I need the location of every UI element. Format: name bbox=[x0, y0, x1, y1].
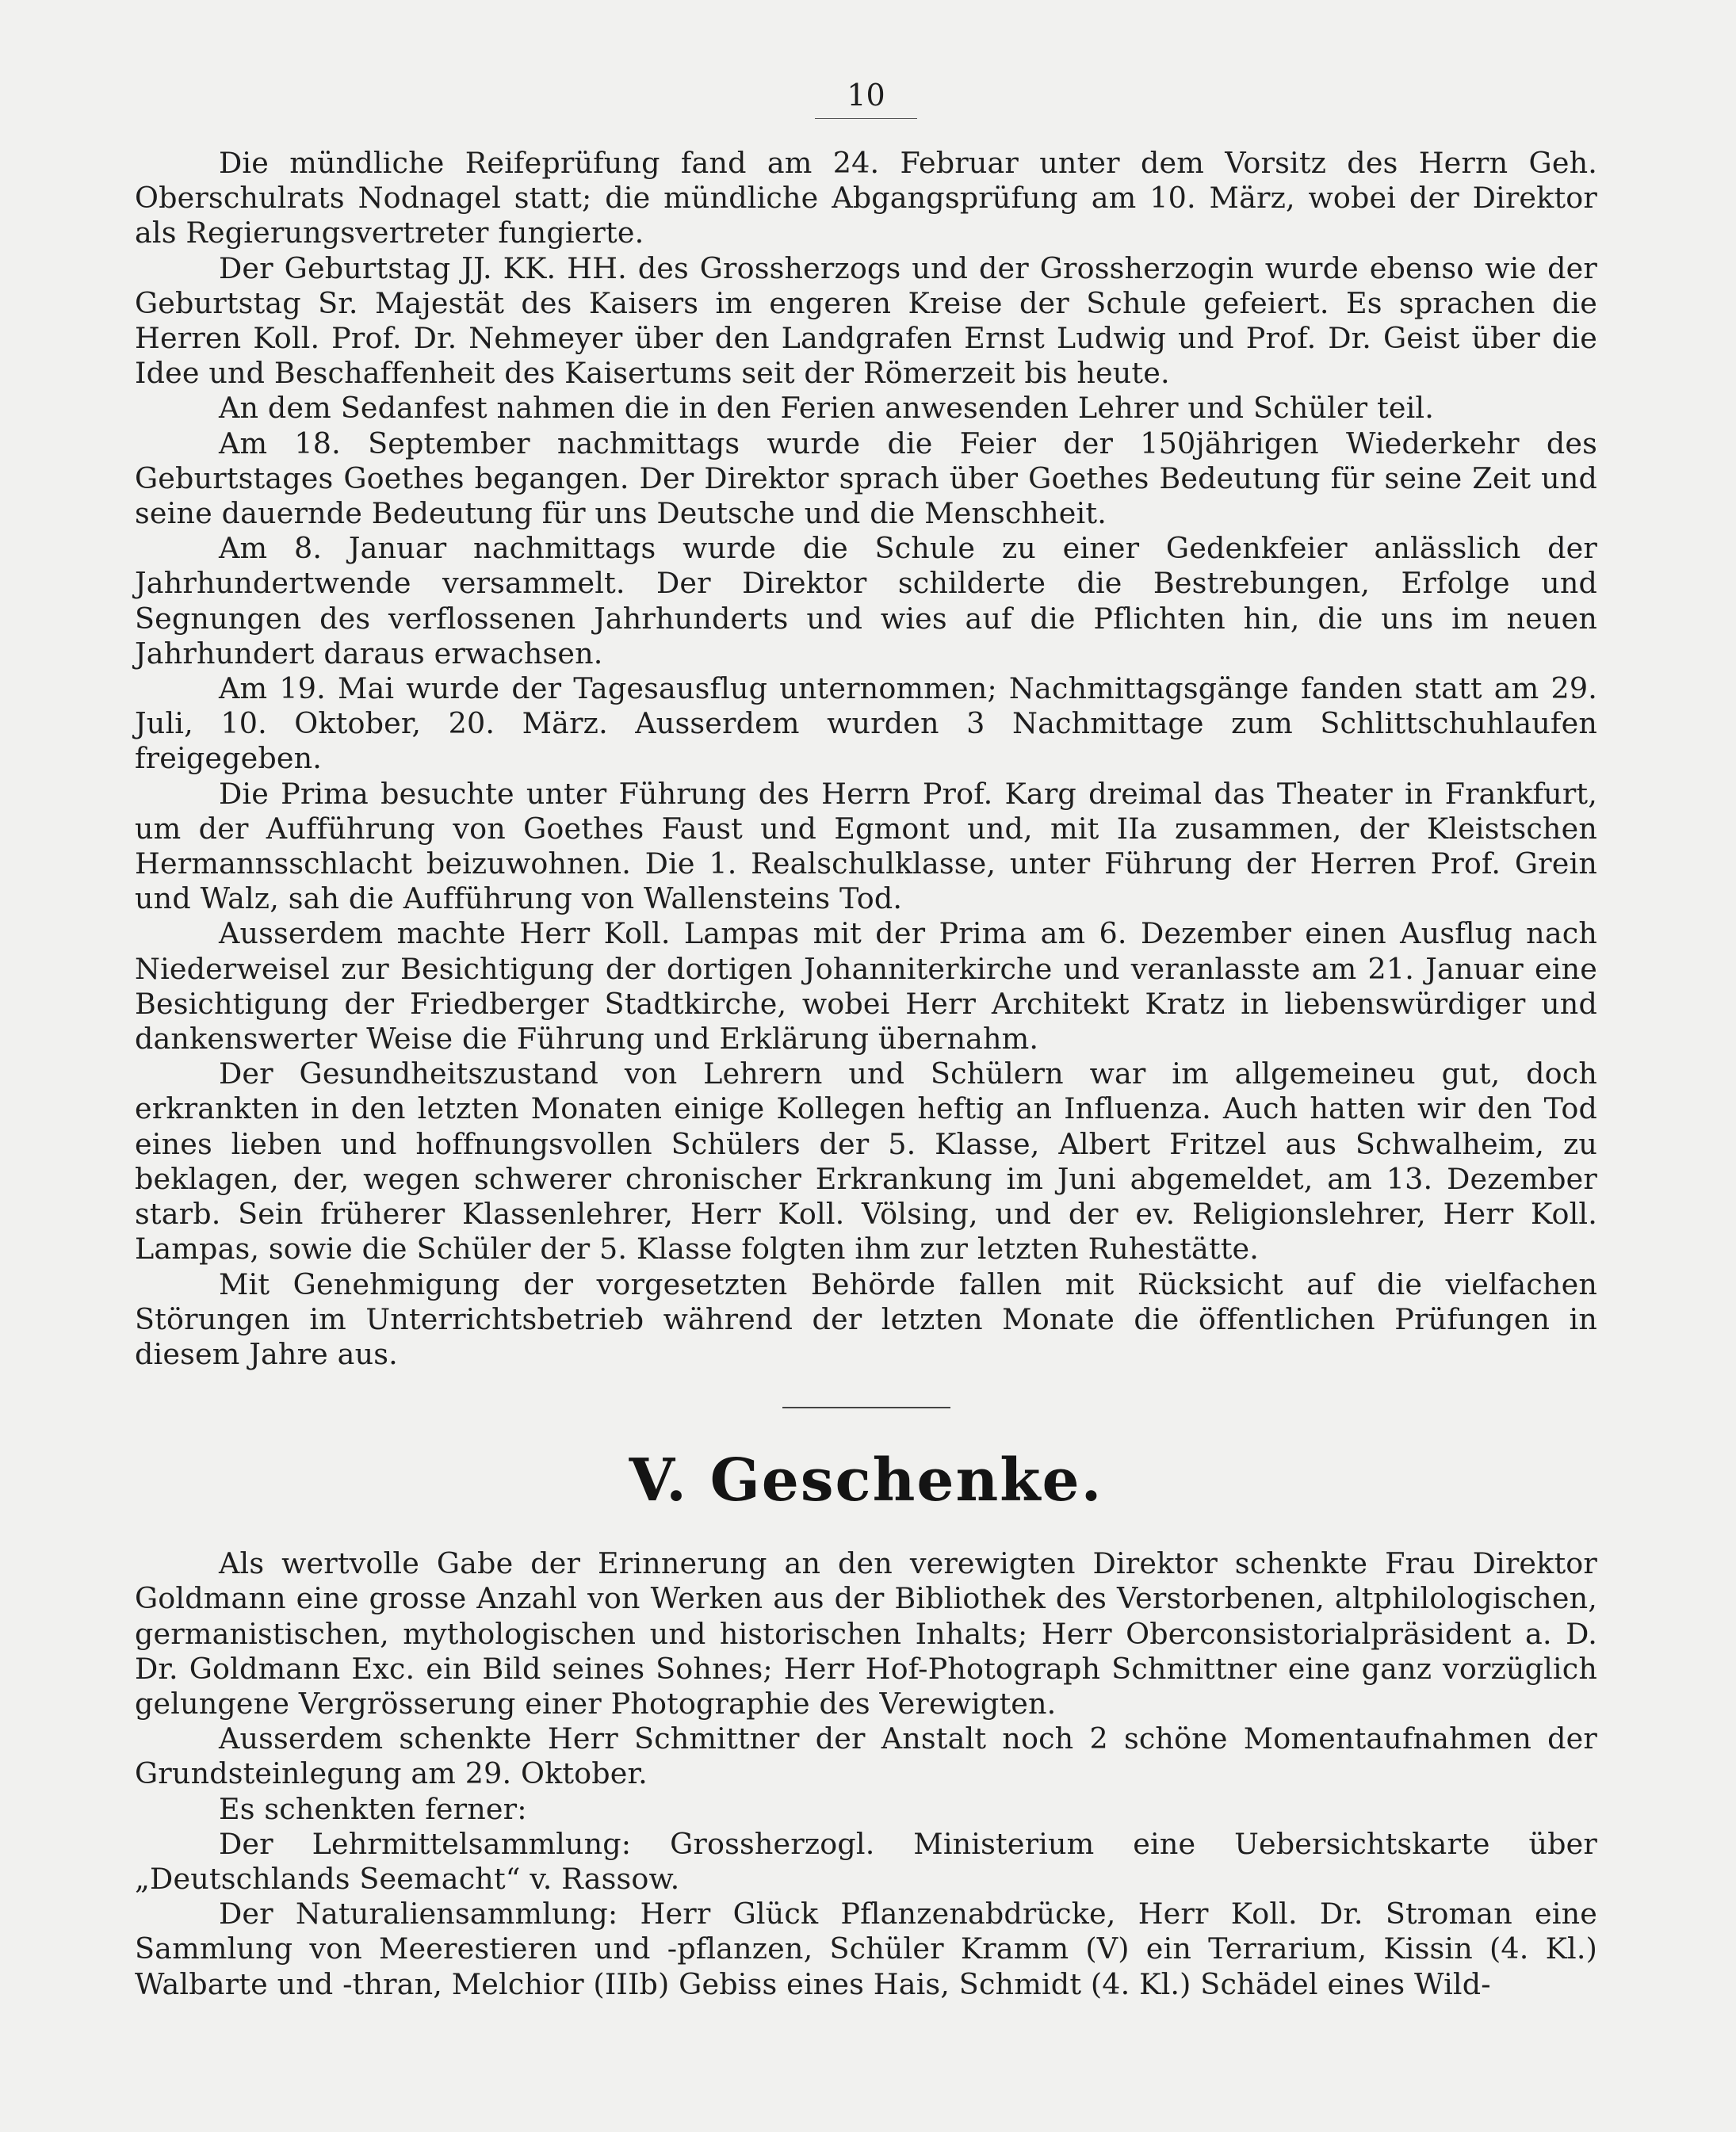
paragraph-gabe-goldmann: Als wertvolle Gabe der Erinnerung an den verewigten Direktor schenkte Frau Direktor Goldmann eine grosse Anzahl von Werken aus der Bibliothek des Verstorbenen, altphilologischen, germanistischen, mythologischen und historischen Inhalts; Herr Oberconsistorialpräsident a. D. Dr. Goldmann Exc. ein Bild seines Sohnes; Herr Hof-Photograph Schmittner eine ganz vorzüglich gelungene Vergrösserung einer Photographie des Verewigten. bbox=[135, 1546, 1597, 1721]
paragraph-schmittner: Ausserdem schenkte Herr Schmittner der Anstalt noch 2 schöne Momentaufnahmen der Grundsteinlegung am 29. Oktober. bbox=[135, 1721, 1597, 1791]
document-page bbox=[135, 75, 1597, 2002]
paragraph-pruefungen: Mit Genehmigung der vorgesetzten Behörde fallen mit Rücksicht auf die vielfachen Störungen im Unterrichtsbetrieb während der letzten Monate die öffentlichen Prüfungen in diesem Jahre aus. bbox=[135, 1267, 1597, 1371]
geschenke-section bbox=[135, 1546, 1597, 2002]
paragraph-ausflug-niederweisel: Ausserdem machte Herr Koll. Lampas mit der Prima am 6. Dezember einen Ausflug nach Niederweisel zur Besichtigung der dortigen Johanniterkirche und veranlasste am 21. Januar eine Besichtigung der Friedberger Stadtkirche, wobei Herr Architekt Kratz in liebenswürdiger und dankenswerter Weise die Führung und Erklärung übernahm. bbox=[135, 916, 1597, 1056]
paragraph-reifepruefung: Die mündliche Reifeprüfung fand am 24. Februar unter dem Vorsitz des Herrn Geh. Oberschulrats Nodnagel statt; die mündliche Abgangsprüfung am 10. März, wobei der Direktor als Regierungsvertreter fungierte. bbox=[135, 146, 1597, 250]
page-number bbox=[135, 75, 1597, 119]
paragraph-lehrmittelsammlung: Der Lehrmittelsammlung: Grossherzogl. Ministerium eine Uebersichtskarte über „Deutschlands Seemacht“ v. Rassow. bbox=[135, 1826, 1597, 1896]
paragraph-jahrhundertwende: Am 8. Januar nachmittags wurde die Schule zu einer Gedenkfeier anlässlich der Jahrhundertwende versammelt. Der Direktor schilderte die Bestrebungen, Erfolge und Segnungen des verflossenen Jahrhunderts und wies auf die Pflichten hin, die uns im neuen Jahrhundert daraus erwachsen. bbox=[135, 531, 1597, 671]
paragraph-sedanfest: An dem Sedanfest nahmen die in den Ferien anwesenden Lehrer und Schüler teil. bbox=[219, 391, 1434, 426]
section-divider bbox=[782, 1407, 950, 1408]
page-number-text: 10 bbox=[815, 75, 916, 119]
paragraph-gesundheitszustand: Der Gesundheitszustand von Lehrern und Schülern war im allgemeineu gut, doch erkrankten in den letzten Monaten einige Kollegen heftig an Influenza. Auch hatten wir den Tod eines lieben und hoffnungsvollen Schülers der 5. Klasse, Albert Fritzel aus Schwalheim, zu beklagen, der, wegen schwerer chronischer Erkrankung im Juni abgemeldet, am 13. Dezember starb. Sein früherer Klassenlehrer, Herr Koll. Völsing, und der ev. Religionslehrer, Herr Koll. Lampas, sowie die Schüler der 5. Klasse folgten ihm zur letzten Ruhestätte. bbox=[135, 1056, 1597, 1267]
paragraph-geburtstag: Der Geburtstag JJ. KK. HH. des Grossherzogs und der Grossherzogin wurde ebenso wie der Geburtstag Sr. Majestät des Kaisers im engeren Kreise der Schule gefeiert. Es sprachen die Herren Koll. Prof. Dr. Nehmeyer über den Landgrafen Ernst Ludwig und Prof. Dr. Geist über die Idee und Beschaffenheit des Kaisertums seit der Römerzeit bis heute. bbox=[135, 250, 1597, 391]
paragraph-goethe-feier: Am 18. September nachmittags wurde die Feier der 150jährigen Wiederkehr des Geburtstages Goethes begangen. Der Direktor sprach über Goethes Bedeutung für seine Zeit und seine dauernde Bedeutung für uns Deutsche und die Menschheit. bbox=[135, 426, 1597, 531]
paragraph-theater: Die Prima besuchte unter Führung des Herrn Prof. Karg dreimal das Theater in Frankfurt, um der Aufführung von Goethes Faust und Egmont und, mit IIa zusammen, der Kleistschen Hermannsschlacht beizuwohnen. Die 1. Realschulklasse, unter Führung der Herren Prof. Grein und Walz, sah die Aufführung von Wallensteins Tod. bbox=[135, 776, 1597, 916]
paragraph-es-schenkten: Es schenkten ferner: bbox=[219, 1791, 527, 1826]
paragraph-tagesausflug: Am 19. Mai wurde der Tagesausflug unternommen; Nachmittagsgänge fanden statt am 29. Juli, 10. Oktober, 20. März. Ausserdem wurden 3 Nachmittage zum Schlittschuhlaufen freigegeben. bbox=[135, 671, 1597, 776]
section-heading-geschenke: V. Geschenke. bbox=[629, 1446, 1103, 1515]
school-news-section bbox=[135, 146, 1597, 1372]
paragraph-naturaliensammlung: Der Naturaliensammlung: Herr Glück Pflanzenabdrücke, Herr Koll. Dr. Stroman eine Sammlung von Meerestieren und -pflanzen, Schüler Kramm (V) ein Terrarium, Kissin (4. Kl.) Walbarte und -thran, Melchior (IIIb) Gebiss eines Hais, Schmidt (4. Kl.) Schädel eines Wild- bbox=[135, 1897, 1597, 2001]
